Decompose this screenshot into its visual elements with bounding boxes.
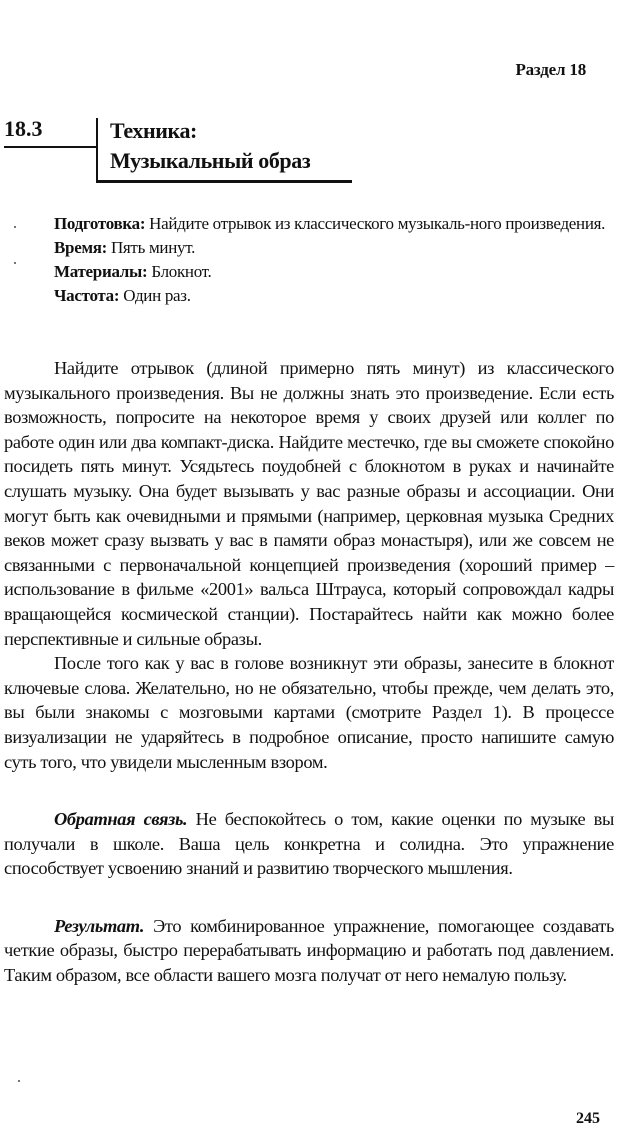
page-number: 245 bbox=[576, 1110, 600, 1127]
scan-dot bbox=[14, 226, 16, 228]
time-label: Время: bbox=[54, 238, 107, 257]
title-line-2: Музыкальный образ bbox=[110, 148, 311, 173]
heading-divider bbox=[96, 118, 98, 182]
section-number: 18.3 bbox=[4, 116, 43, 141]
section-label: Раздел 18 bbox=[515, 60, 586, 79]
body-text bbox=[4, 356, 614, 988]
freq-label: Частота: bbox=[54, 286, 120, 305]
meta-materials bbox=[54, 260, 614, 284]
section-heading bbox=[4, 116, 352, 186]
title-line-1: Техника: bbox=[110, 118, 197, 143]
meta-time bbox=[54, 236, 614, 260]
paragraph-1: Найдите отрывок (длиной примерно пять минут) из классического музыкального произведения. Вы не должны знать это произведение. Если есть возможность, попросите на некоторое время у своих друзей или коллег по работе один или два компакт-диска. Найдите местечко, где вы сможете спокойно посидеть пять минут. Усядьтесь поудобней с блокнотом в руках и начинайте слушать музыку. Она будет вызывать у вас разные образы и ассоциации. Они могут быть как очевидными и прямыми (например, церковная музыка Средних веков может сразу вызвать у вас в памяти образ монастыря), или же совсем не связанными с первоначальной концепцией произведения (хороший пример – использование в фильме «2001» вальса Штрауса, который сопровождал кадры вращающейся космической станции). Постарайтесь найти как можно более перспективные и сильные образы. bbox=[4, 358, 614, 649]
materials-text: Блокнот. bbox=[151, 262, 212, 281]
heading-underline bbox=[96, 180, 352, 183]
prep-text: Найдите отрывок из классического музыкаль-ного произведения. bbox=[149, 214, 606, 233]
feedback-text: Не беспокойтесь о том, какие оценки по музыке вы получали в школе. Ваша цель конкретна и солидна. Это упражнение способствует усвоению знаний и развитию творческого мышления. bbox=[4, 809, 615, 879]
paragraph-result bbox=[4, 914, 614, 988]
scan-dot bbox=[14, 262, 16, 264]
result-label: Результат. bbox=[54, 915, 145, 936]
exercise-meta bbox=[54, 212, 614, 308]
number-underline bbox=[4, 146, 96, 148]
materials-label: Материалы: bbox=[54, 262, 148, 281]
paragraph-feedback bbox=[4, 807, 614, 881]
meta-frequency bbox=[54, 284, 614, 308]
freq-text: Один раз. bbox=[123, 286, 191, 305]
prep-label: Подготовка: bbox=[54, 214, 146, 233]
scan-dot bbox=[18, 1080, 20, 1082]
paragraph-2: После того как у вас в голове возникнут эти образы, занесите в блокнот ключевые слова. Желательно, но не обязательно, чтобы прежде, чем делать это, вы были знакомы с мозговыми картами (смотрите Раздел 1). В процессе визуализации не ударяйтесь в подробное описание, просто напишите самую суть того, что увидели мысленным взором. bbox=[4, 653, 614, 772]
meta-preparation bbox=[54, 212, 614, 236]
feedback-label: Обратная связь. bbox=[54, 809, 188, 830]
time-text: Пять минут. bbox=[110, 238, 196, 257]
section-title bbox=[110, 116, 310, 176]
result-text: Это комбинированное упражнение, помогающее создавать четкие образы, быстро перерабатывать информацию и работать под давлением. Таким образом, все области вашего мозга получат от него немалую пользу. bbox=[4, 915, 615, 986]
